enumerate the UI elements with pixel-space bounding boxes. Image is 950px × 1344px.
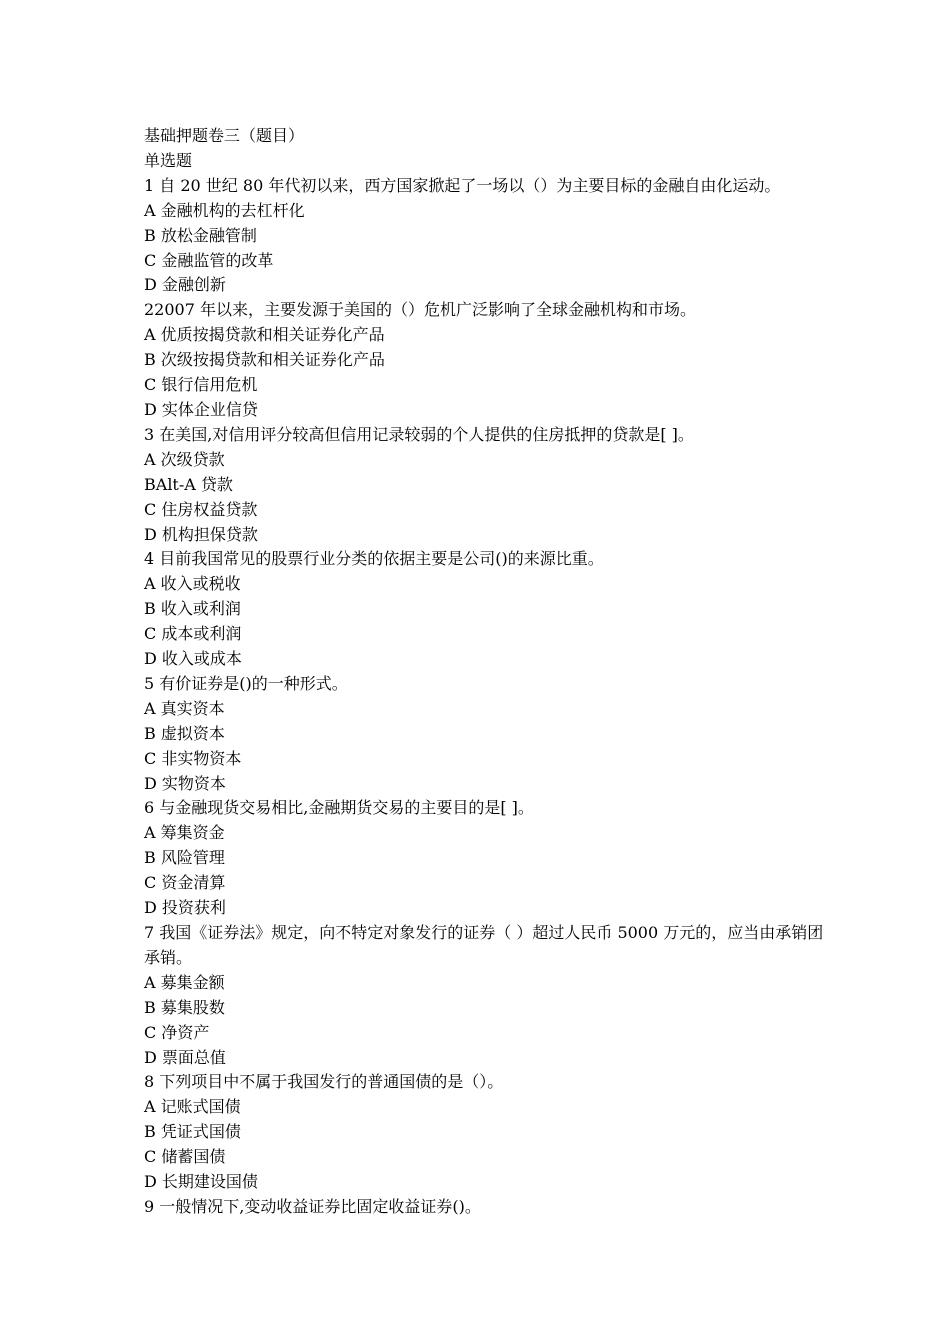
question-5: 5 有价证券是()的一种形式。 [144, 673, 348, 693]
question-7-option-d: D 票面总值 [144, 1047, 226, 1067]
question-4-option-d: D 收入或成本 [144, 649, 242, 669]
question-6-option-d: D 投资获利 [144, 898, 226, 918]
question-2-option-b: B 次级按揭贷款和相关证券化产品 [144, 350, 385, 370]
question-8: 8 下列项目中不属于我国发行的普通国债的是（）。 [144, 1072, 504, 1092]
question-8-option-a: A 记账式国债 [144, 1097, 241, 1117]
question-2-option-d: D 实体企业信贷 [144, 399, 258, 419]
question-5-option-c: C 非实物资本 [144, 748, 242, 768]
question-1-option-c: C 金融监管的改革 [144, 250, 274, 270]
question-6-option-c: C 资金清算 [144, 873, 226, 893]
question-4-option-c: C 成本或利润 [144, 624, 242, 644]
question-1-option-b: B 放松金融管制 [144, 225, 257, 245]
question-1-option-d: D 金融创新 [144, 275, 226, 295]
section-heading: 单选题 [144, 150, 193, 170]
question-2-option-c: C 银行信用危机 [144, 375, 258, 395]
question-3: 3 在美国,对信用评分较高但信用记录较弱的个人提供的住房抵押的贷款是[ ]。 [144, 424, 694, 444]
question-2: 22007 年以来，主要发源于美国的（）危机广泛影响了全球金融机构和市场。 [144, 300, 696, 320]
question-2-option-a: A 优质按揭贷款和相关证券化产品 [144, 325, 385, 345]
question-4: 4 目前我国常见的股票行业分类的依据主要是公司()的来源比重。 [144, 549, 604, 569]
question-8-option-c: C 储蓄国债 [144, 1147, 226, 1167]
question-6: 6 与金融现货交易相比,金融期货交易的主要目的是[ ]。 [144, 798, 534, 818]
question-7: 7 我国《证券法》规定，向不特定对象发行的证券（ ）超过人民币 5000 万元的，应当由承销团承销。 [144, 923, 824, 967]
question-7-option-c: C 净资产 [144, 1022, 210, 1042]
question-7-option-b: B 募集股数 [144, 997, 225, 1017]
question-8-option-d: D 长期建设国债 [144, 1172, 258, 1192]
question-3-option-b: BAlt-A 贷款 [144, 474, 233, 494]
question-3-option-c: C 住房权益贷款 [144, 499, 258, 519]
question-6-option-b: B 风险管理 [144, 848, 225, 868]
question-3-option-d: D 机构担保贷款 [144, 524, 258, 544]
question-1: 1 自 20 世纪 80 年代初以来，西方国家掀起了一场以（）为主要目标的金融自由化运动。 [144, 175, 781, 195]
question-1-option-a: A 金融机构的去杠杆化 [144, 200, 305, 220]
question-9: 9 一般情况下,变动收益证券比固定收益证券()。 [144, 1196, 481, 1216]
question-6-option-a: A 筹集资金 [144, 823, 225, 843]
question-5-option-b: B 虚拟资本 [144, 723, 225, 743]
question-3-option-a: A 次级贷款 [144, 449, 225, 469]
question-4-option-a: A 收入或税收 [144, 574, 241, 594]
question-5-option-a: A 真实资本 [144, 698, 225, 718]
question-7-option-a: A 募集金额 [144, 972, 225, 992]
document-page [144, 124, 824, 1220]
document-title: 基础押题卷三（题目） [144, 126, 305, 145]
question-5-option-d: D 实物资本 [144, 773, 226, 793]
question-8-option-b: B 凭证式国债 [144, 1122, 241, 1142]
question-4-option-b: B 收入或利润 [144, 599, 241, 619]
